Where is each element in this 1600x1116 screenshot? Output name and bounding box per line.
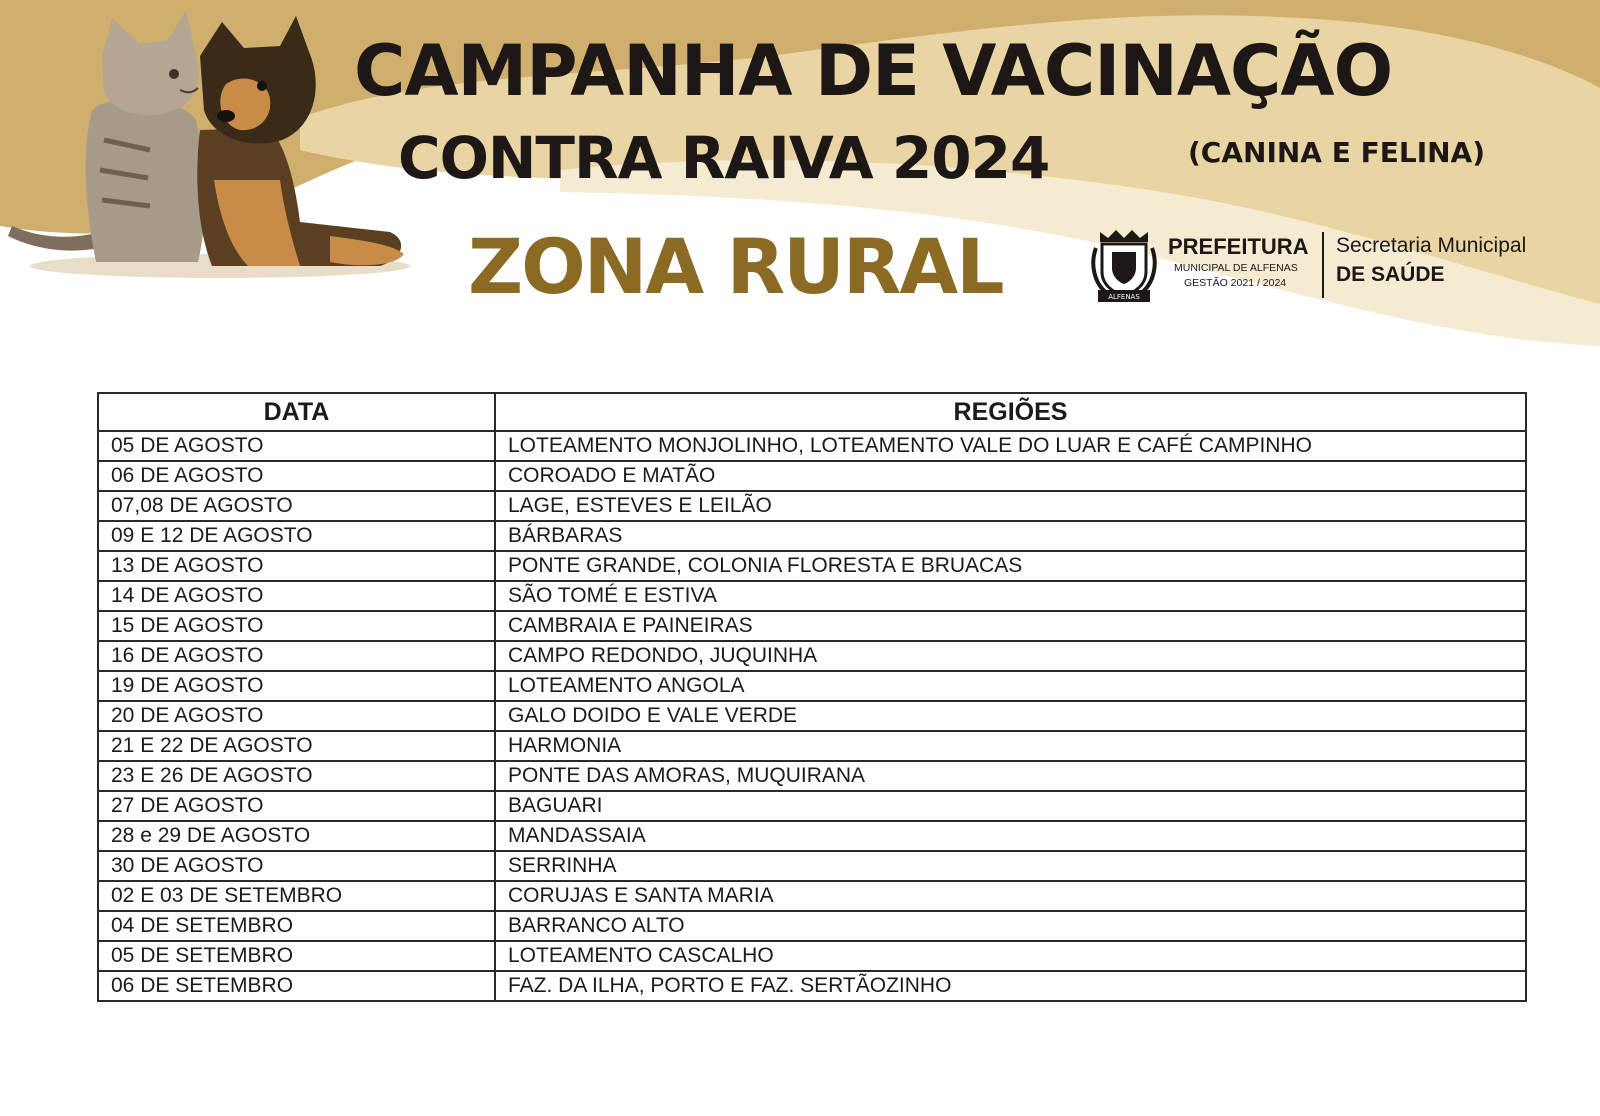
table-row xyxy=(98,731,1526,761)
table-row xyxy=(98,911,1526,941)
table-row xyxy=(98,431,1526,461)
date-cell: 16 DE AGOSTO xyxy=(98,641,495,671)
region-cell: FAZ. DA ILHA, PORTO E FAZ. SERTÃOZINHO xyxy=(495,971,1526,1001)
date-cell: 05 DE AGOSTO xyxy=(98,431,495,461)
administration-term: GESTÃO 2021 / 2024 xyxy=(1184,277,1287,289)
cat-head xyxy=(102,10,199,115)
table-row xyxy=(98,821,1526,851)
table-row xyxy=(98,461,1526,491)
table-row xyxy=(98,551,1526,581)
campaign-title: CAMPANHA DE VACINAÇÃO xyxy=(354,30,1393,112)
table-row xyxy=(98,971,1526,1001)
prefeitura-logo xyxy=(1086,228,1566,304)
region-cell: MANDASSAIA xyxy=(495,821,1526,851)
table-row xyxy=(98,941,1526,971)
cat-figure xyxy=(8,10,205,262)
region-cell: GALO DOIDO E VALE VERDE xyxy=(495,701,1526,731)
region-cell: BARRANCO ALTO xyxy=(495,911,1526,941)
region-cell: COROADO E MATÃO xyxy=(495,461,1526,491)
table-row xyxy=(98,491,1526,521)
column-header-date: DATA xyxy=(98,393,495,431)
region-cell: PONTE DAS AMORAS, MUQUIRANA xyxy=(495,761,1526,791)
date-cell: 23 E 26 DE AGOSTO xyxy=(98,761,495,791)
date-cell: 27 DE AGOSTO xyxy=(98,791,495,821)
seal-ribbon-text: ALFENAS xyxy=(1108,293,1140,301)
table-row xyxy=(98,641,1526,671)
region-cell: CAMPO REDONDO, JUQUINHA xyxy=(495,641,1526,671)
region-cell: HARMONIA xyxy=(495,731,1526,761)
date-cell: 28 e 29 DE AGOSTO xyxy=(98,821,495,851)
region-cell: CAMBRAIA E PAINEIRAS xyxy=(495,611,1526,641)
date-cell: 14 DE AGOSTO xyxy=(98,581,495,611)
secretaria-name: Secretaria Municipal xyxy=(1336,234,1527,257)
table-row xyxy=(98,851,1526,881)
species-label: (CANINA E FELINA) xyxy=(1188,136,1486,169)
campaign-subtitle: CONTRA RAIVA 2024 xyxy=(398,124,1050,192)
date-cell: 21 E 22 DE AGOSTO xyxy=(98,731,495,761)
date-cell: 30 DE AGOSTO xyxy=(98,851,495,881)
date-cell: 06 DE AGOSTO xyxy=(98,461,495,491)
column-header-regions: REGIÕES xyxy=(495,393,1526,431)
dog-nose xyxy=(217,110,235,122)
table-row xyxy=(98,671,1526,701)
coat-of-arms-icon xyxy=(1086,228,1162,304)
table-header-row xyxy=(98,393,1526,431)
table-row xyxy=(98,881,1526,911)
region-cell: PONTE GRANDE, COLONIA FLORESTA E BRUACAS xyxy=(495,551,1526,581)
dog-eye xyxy=(257,81,267,91)
municipality-name: MUNICIPAL DE ALFENAS xyxy=(1174,262,1298,274)
saude-name: DE SAÚDE xyxy=(1336,263,1445,286)
table-row xyxy=(98,521,1526,551)
region-cell: BÁRBARAS xyxy=(495,521,1526,551)
region-cell: SERRINHA xyxy=(495,851,1526,881)
table-row xyxy=(98,581,1526,611)
region-cell: LOTEAMENTO CASCALHO xyxy=(495,941,1526,971)
prefeitura-name: PREFEITURA xyxy=(1168,234,1309,259)
table-row xyxy=(98,701,1526,731)
date-cell: 05 DE SETEMBRO xyxy=(98,941,495,971)
region-cell: SÃO TOMÉ E ESTIVA xyxy=(495,581,1526,611)
cat-eye xyxy=(169,69,179,79)
region-cell: LAGE, ESTEVES E LEILÃO xyxy=(495,491,1526,521)
date-cell: 02 E 03 DE SETEMBRO xyxy=(98,881,495,911)
region-cell: LOTEAMENTO MONJOLINHO, LOTEAMENTO VALE DO LUAR E CAFÉ CAMPINHO xyxy=(495,431,1526,461)
cat-body xyxy=(86,99,206,262)
seal-crown xyxy=(1100,230,1148,242)
date-cell: 04 DE SETEMBRO xyxy=(98,911,495,941)
vaccination-schedule-table xyxy=(97,392,1527,1002)
region-cell: BAGUARI xyxy=(495,791,1526,821)
region-cell: LOTEAMENTO ANGOLA xyxy=(495,671,1526,701)
table-row xyxy=(98,761,1526,791)
table-row xyxy=(98,791,1526,821)
logo-divider xyxy=(1322,232,1324,298)
date-cell: 07,08 DE AGOSTO xyxy=(98,491,495,521)
date-cell: 06 DE SETEMBRO xyxy=(98,971,495,1001)
date-cell: 13 DE AGOSTO xyxy=(98,551,495,581)
date-cell: 19 DE AGOSTO xyxy=(98,671,495,701)
date-cell: 15 DE AGOSTO xyxy=(98,611,495,641)
date-cell: 09 E 12 DE AGOSTO xyxy=(98,521,495,551)
table-row xyxy=(98,611,1526,641)
region-cell: CORUJAS E SANTA MARIA xyxy=(495,881,1526,911)
date-cell: 20 DE AGOSTO xyxy=(98,701,495,731)
zone-title: ZONA RURAL xyxy=(468,222,1003,311)
